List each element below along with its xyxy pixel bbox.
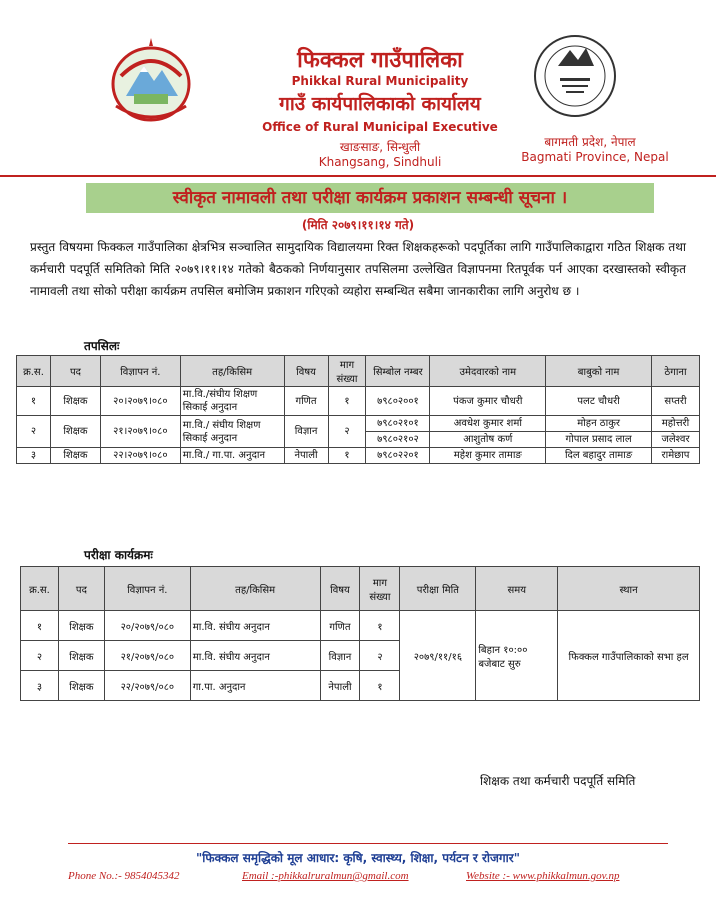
municipality-seal-icon xyxy=(520,28,630,124)
cell-father: मोहन ठाकुर xyxy=(546,416,652,432)
footer-slogan: "फिक्कल समृद्धिको मूल आधार: कृषि, स्वास्थ्य, शिक्षा, पर्यटन र रोजगार" xyxy=(196,851,520,865)
col-address: ठेगाना xyxy=(651,356,699,387)
header-en-title: Phikkal Rural Municipality xyxy=(291,74,469,88)
cell-time: बिहान १०:०० बजेबाट सुरु xyxy=(476,611,558,701)
cell-symbol: ७९८०२१०२ xyxy=(366,432,430,448)
cell-address: सप्तरी xyxy=(651,387,699,416)
table-row xyxy=(17,448,700,464)
cell-adv: २०/२०७९/०८० xyxy=(104,611,190,641)
header-en-location: Khangsang, Sindhuli xyxy=(318,155,442,169)
cell-level: मा.वि./ संघीय शिक्षण सिकाई अनुदान xyxy=(180,416,284,448)
cell-address: जलेश्वर xyxy=(651,432,699,448)
cell-level: मा.वि./ गा.पा. अनुदान xyxy=(180,448,284,464)
header-np-location: खाङसाङ, सिन्धुली xyxy=(339,140,421,154)
cell-sn: २ xyxy=(21,641,59,671)
cell-demand: १ xyxy=(360,611,400,641)
cell-name: महेश कुमार तामाङ xyxy=(430,448,546,464)
cell-level: मा.वि./संघीय शिक्षण सिकाई अनुदान xyxy=(180,387,284,416)
cell-adv: २१।२०७९।०८० xyxy=(100,416,180,448)
col-name: उमेदवारको नाम xyxy=(430,356,546,387)
notice-title: स्वीकृत नामावली तथा परीक्षा कार्यक्रम प्रकाशन सम्बन्धी सूचना । xyxy=(86,183,654,213)
cell-post: शिक्षक xyxy=(50,387,100,416)
header-en-office: Office of Rural Municipal Executive xyxy=(262,120,498,134)
cell-post: शिक्षक xyxy=(58,641,104,671)
footer-divider xyxy=(68,843,668,844)
cell-name: अवधेश कुमार शर्मा xyxy=(430,416,546,432)
cell-sn: १ xyxy=(17,387,51,416)
col-time: समय xyxy=(476,567,558,611)
cell-demand: २ xyxy=(328,416,366,448)
table-row xyxy=(21,611,700,641)
col-post: पद xyxy=(50,356,100,387)
cell-level: मा.वि. संघीय अनुदान xyxy=(190,611,320,641)
notice-date: (मिति २०७९।११।१४ गते) xyxy=(301,218,415,232)
table-row xyxy=(17,387,700,416)
cell-sn: ३ xyxy=(17,448,51,464)
notice-body: प्रस्तुत विषयमा फिक्कल गाउँपालिका क्षेत्रभित्र सञ्चालित सामुदायिक विद्यालयमा रिक्त शिक्षकहरूको पदपूर्तिका लागि गाउँपालिकाद्वारा गठित शिक्षक तथा कर्मचारी पदपूर्ति समितिको मिति २०७९।११।१४ गतेको बैठकको निर्णयानुसार तपसिलमा उल्लेखित विज्ञापनमा रितपूर्वक पर्न आएका दरखास्तको स्वीकृत नामावली तथा सोको परीक्षा कार्यक्रम तपसिल बमोजिम प्रकाशन गरिएको व्यहोरा सम्बन्धित सबैमा जानकारीका लागि अनुरोध छ । xyxy=(30,240,686,298)
header-en-province: Bagmati Province, Nepal xyxy=(521,150,669,164)
cell-venue: फिक्कल गाउँपालिकाको सभा हल xyxy=(558,611,700,701)
table-header-row xyxy=(21,567,700,611)
cell-father: गोपाल प्रसाद लाल xyxy=(546,432,652,448)
exam-schedule-table xyxy=(20,566,700,701)
col-level: तह/किसिम xyxy=(180,356,284,387)
cell-symbol: ७९८०२२०१ xyxy=(366,448,430,464)
cell-symbol: ७९८०२००१ xyxy=(366,387,430,416)
cell-subject: विज्ञान xyxy=(284,416,328,448)
cell-demand: १ xyxy=(328,448,366,464)
cell-subject: नेपाली xyxy=(284,448,328,464)
cell-name: आशुतोष कर्ण xyxy=(430,432,546,448)
cell-post: शिक्षक xyxy=(50,448,100,464)
cell-adv: २१/२०७९/०८० xyxy=(104,641,190,671)
cell-exam-date: २०७९/११/१६ xyxy=(400,611,476,701)
col-subject: विषय xyxy=(284,356,328,387)
cell-subject: गणित xyxy=(284,387,328,416)
table1-label: तपसिलः xyxy=(84,339,120,353)
header-divider xyxy=(0,175,716,177)
header-np-title: फिक्कल गाउँपालिका xyxy=(297,48,463,73)
header-np-province: बागमती प्रदेश, नेपाल xyxy=(544,135,636,149)
cell-demand: १ xyxy=(328,387,366,416)
cell-subject: गणित xyxy=(320,611,360,641)
footer-phone: Phone No.:- 9854045342 xyxy=(68,870,180,882)
cell-father: दिल बहादुर तामाङ xyxy=(546,448,652,464)
col-demand: माग संख्या xyxy=(328,356,366,387)
col-venue: स्थान xyxy=(558,567,700,611)
cell-demand: १ xyxy=(360,671,400,701)
table2-label: परीक्षा कार्यक्रमः xyxy=(84,548,153,562)
col-adv: विज्ञापन नं. xyxy=(104,567,190,611)
cell-post: शिक्षक xyxy=(58,671,104,701)
cell-symbol: ७९८०२१०१ xyxy=(366,416,430,432)
cell-sn: २ xyxy=(17,416,51,448)
col-exam-date: परीक्षा मिति xyxy=(400,567,476,611)
cell-post: शिक्षक xyxy=(58,611,104,641)
footer-email-link[interactable]: Email :-phikkalruralmun@gmail.com xyxy=(242,870,409,882)
signature-committee: शिक्षक तथा कर्मचारी पदपूर्ति समिति xyxy=(480,774,636,788)
cell-post: शिक्षक xyxy=(50,416,100,448)
footer-website-link[interactable]: Website :- www.phikkalmun.gov.np xyxy=(466,870,620,882)
col-sn: क्र.स. xyxy=(21,567,59,611)
col-post: पद xyxy=(58,567,104,611)
approved-candidates-table xyxy=(16,355,700,464)
header-np-office: गाउँ कार्यपालिकाको कार्यालय xyxy=(279,93,481,115)
cell-level: गा.पा. अनुदान xyxy=(190,671,320,701)
nepal-emblem-icon xyxy=(96,36,206,128)
cell-demand: २ xyxy=(360,641,400,671)
cell-sn: १ xyxy=(21,611,59,641)
col-father: बाबुको नाम xyxy=(546,356,652,387)
cell-subject: विज्ञान xyxy=(320,641,360,671)
cell-adv: २०।२०७९।०८० xyxy=(100,387,180,416)
cell-level: मा.वि. संघीय अनुदान xyxy=(190,641,320,671)
cell-sn: ३ xyxy=(21,671,59,701)
col-symbol: सिम्बोल नम्बर xyxy=(366,356,430,387)
cell-name: पंकज कुमार चौधरी xyxy=(430,387,546,416)
col-demand: माग संख्या xyxy=(360,567,400,611)
cell-adv: २२।२०७९।०८० xyxy=(100,448,180,464)
cell-father: पलट चौधरी xyxy=(546,387,652,416)
cell-address: रामेछाप xyxy=(651,448,699,464)
col-adv: विज्ञापन नं. xyxy=(100,356,180,387)
cell-adv: २२/२०७९/०८० xyxy=(104,671,190,701)
table-header-row xyxy=(17,356,700,387)
col-sn: क्र.स. xyxy=(17,356,51,387)
col-subject: विषय xyxy=(320,567,360,611)
cell-address: महोत्तरी xyxy=(651,416,699,432)
table-row xyxy=(17,416,700,432)
col-level: तह/किसिम xyxy=(190,567,320,611)
cell-subject: नेपाली xyxy=(320,671,360,701)
